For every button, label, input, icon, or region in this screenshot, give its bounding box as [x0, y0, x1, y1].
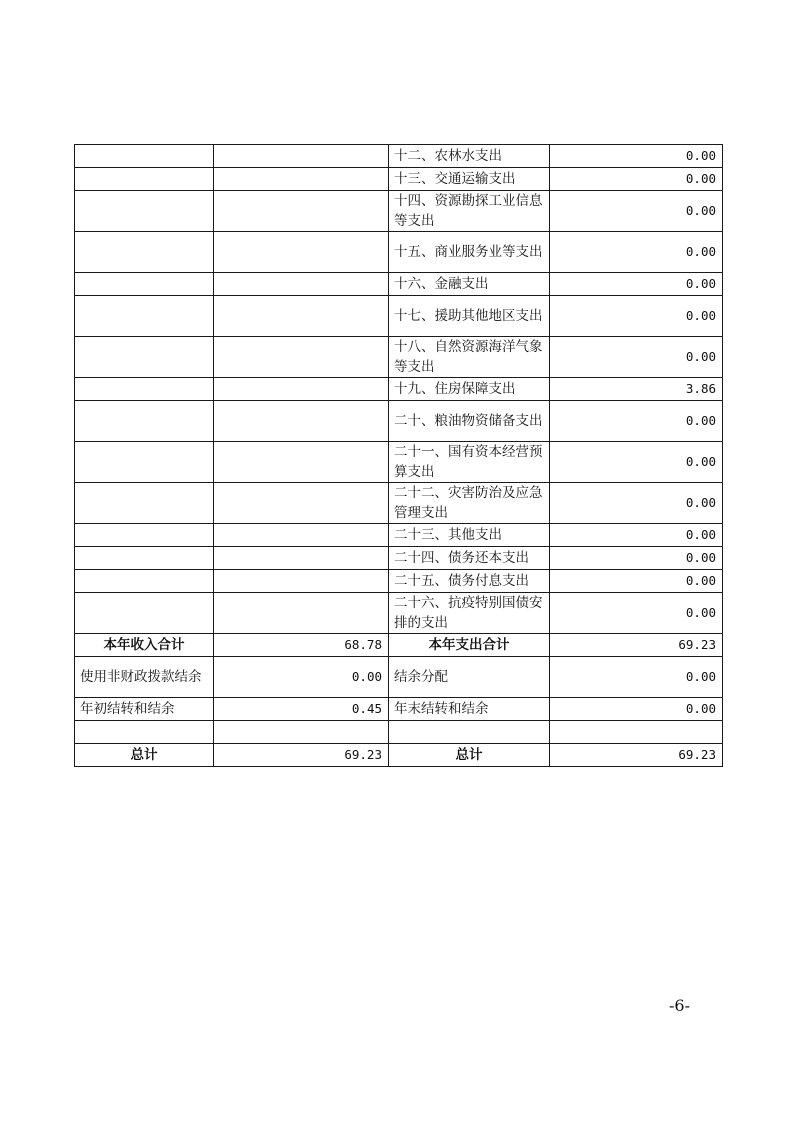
expense-amount-cell: 0.00 [550, 337, 723, 378]
grand-total-income-value: 69.23 [214, 744, 389, 767]
expense-amount-cell: 3.86 [550, 378, 723, 401]
grand-total-expense-value: 69.23 [550, 744, 723, 767]
income-amount-cell [214, 168, 389, 191]
expense-amount-cell: 0.00 [550, 593, 723, 634]
expense-item-cell: 十二、农林水支出 [389, 145, 550, 168]
expense-amount-cell: 0.00 [550, 232, 723, 273]
income-item-cell [75, 593, 214, 634]
expense-item-cell: 年末结转和结余 [389, 698, 550, 721]
expense-item-cell: 十五、商业服务业等支出 [389, 232, 550, 273]
income-amount-cell [214, 721, 389, 744]
annual-total-row [75, 634, 723, 657]
income-item-cell [75, 483, 214, 524]
table-row [75, 698, 723, 721]
table-row [75, 191, 723, 232]
grand-total-row [75, 744, 723, 767]
table-row [75, 657, 723, 698]
expense-item-cell: 二十三、其他支出 [389, 524, 550, 547]
table-row [75, 401, 723, 442]
expense-amount-cell: 0.00 [550, 442, 723, 483]
income-item-cell [75, 442, 214, 483]
income-item-cell [75, 547, 214, 570]
expense-item-cell: 二十五、债务付息支出 [389, 570, 550, 593]
expense-item-cell: 十八、自然资源海洋气象等支出 [389, 337, 550, 378]
expense-item-cell: 二十一、国有资本经营预算支出 [389, 442, 550, 483]
table-row [75, 273, 723, 296]
expense-item-cell [389, 721, 550, 744]
income-amount-cell: 0.45 [214, 698, 389, 721]
expense-amount-cell: 0.00 [550, 698, 723, 721]
table-row [75, 378, 723, 401]
income-amount-cell [214, 378, 389, 401]
expense-item-cell: 十四、资源勘探工业信息等支出 [389, 191, 550, 232]
table-row [75, 232, 723, 273]
income-item-cell [75, 168, 214, 191]
budget-table [74, 144, 723, 767]
expense-amount-cell [550, 721, 723, 744]
income-amount-cell [214, 547, 389, 570]
income-amount-cell [214, 442, 389, 483]
income-item-cell: 年初结转和结余 [75, 698, 214, 721]
table-row [75, 168, 723, 191]
page-number: -6- [669, 996, 690, 1015]
income-item-cell [75, 721, 214, 744]
table-row [75, 145, 723, 168]
expense-item-cell: 十六、金融支出 [389, 273, 550, 296]
expense-item-cell: 结余分配 [389, 657, 550, 698]
annual-expense-total-label: 本年支出合计 [389, 634, 550, 657]
grand-total-expense-label: 总计 [389, 744, 550, 767]
income-item-cell [75, 296, 214, 337]
expense-item-cell: 十九、住房保障支出 [389, 378, 550, 401]
expense-amount-cell: 0.00 [550, 273, 723, 296]
income-item-cell [75, 145, 214, 168]
expense-amount-cell: 0.00 [550, 657, 723, 698]
income-item-cell [75, 524, 214, 547]
annual-expense-total-value: 69.23 [550, 634, 723, 657]
income-amount-cell [214, 570, 389, 593]
table-row [75, 296, 723, 337]
table-row [75, 483, 723, 524]
income-amount-cell [214, 296, 389, 337]
table-row [75, 337, 723, 378]
annual-income-total-label: 本年收入合计 [75, 634, 214, 657]
income-item-cell [75, 232, 214, 273]
income-item-cell [75, 191, 214, 232]
annual-income-total-value: 68.78 [214, 634, 389, 657]
income-item-cell [75, 273, 214, 296]
expense-item-cell: 二十、粮油物资储备支出 [389, 401, 550, 442]
table-row [75, 570, 723, 593]
expense-item-cell: 二十二、灾害防治及应急管理支出 [389, 483, 550, 524]
grand-total-income-label: 总计 [75, 744, 214, 767]
expense-amount-cell: 0.00 [550, 483, 723, 524]
income-amount-cell [214, 593, 389, 634]
income-amount-cell [214, 273, 389, 296]
income-amount-cell [214, 145, 389, 168]
expense-amount-cell: 0.00 [550, 547, 723, 570]
expense-item-cell: 二十六、抗疫特别国债安排的支出 [389, 593, 550, 634]
income-amount-cell [214, 524, 389, 547]
expense-amount-cell: 0.00 [550, 191, 723, 232]
income-amount-cell [214, 191, 389, 232]
income-item-cell [75, 401, 214, 442]
expense-amount-cell: 0.00 [550, 296, 723, 337]
table-row [75, 442, 723, 483]
table-row [75, 547, 723, 570]
expense-item-cell: 二十四、债务还本支出 [389, 547, 550, 570]
income-item-cell: 使用非财政拨款结余 [75, 657, 214, 698]
expense-amount-cell: 0.00 [550, 524, 723, 547]
table-row [75, 524, 723, 547]
income-item-cell [75, 337, 214, 378]
expense-amount-cell: 0.00 [550, 570, 723, 593]
expense-item-cell: 十三、交通运输支出 [389, 168, 550, 191]
expense-amount-cell: 0.00 [550, 145, 723, 168]
income-item-cell [75, 570, 214, 593]
table-row [75, 593, 723, 634]
income-amount-cell [214, 401, 389, 442]
expense-amount-cell: 0.00 [550, 168, 723, 191]
expense-amount-cell: 0.00 [550, 401, 723, 442]
income-amount-cell [214, 232, 389, 273]
income-item-cell [75, 378, 214, 401]
income-amount-cell [214, 483, 389, 524]
expense-item-cell: 十七、援助其他地区支出 [389, 296, 550, 337]
income-amount-cell: 0.00 [214, 657, 389, 698]
income-amount-cell [214, 337, 389, 378]
table-row [75, 721, 723, 744]
